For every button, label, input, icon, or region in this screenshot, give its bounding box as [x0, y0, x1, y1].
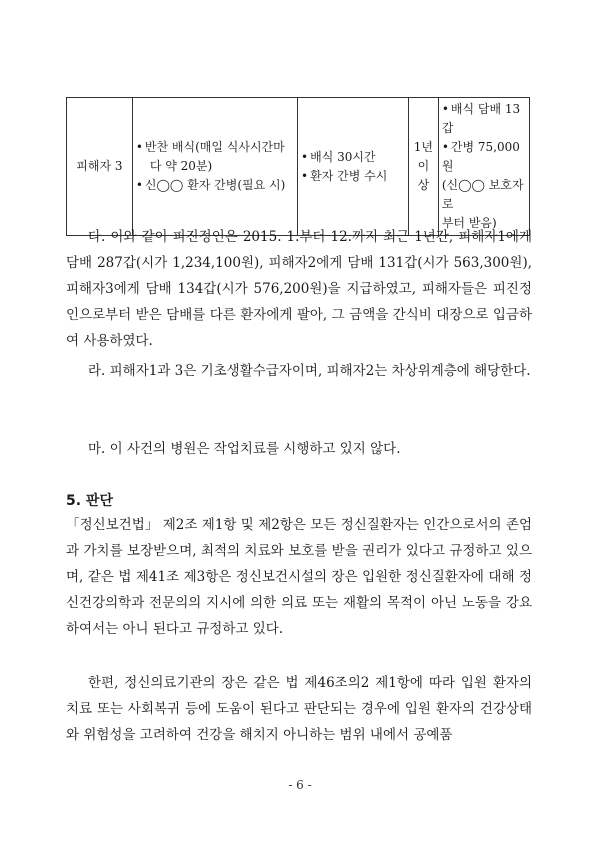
hours-item: • 환자 간병 수시 [301, 167, 405, 186]
duration-cell [408, 98, 438, 236]
compensation-note: 부터 받음) [441, 216, 497, 230]
section-heading-judgment: 5. 판단 [66, 493, 113, 509]
work-description-cell [132, 98, 297, 236]
compensation-note: (신◯◯ 보호자로 [441, 178, 524, 211]
paragraph-da: 다. 이와 같이 피진정인은 2015. 1.부터 12.까지 최근 1년간, 피해자1에게 담배 287갑(시가 1,234,100원), 피해자2에게 담배 131갑(시가 563,300원), 피해자3에게 담배 134갑(시가 576,200원)을 지급하였고, 피해자들은 피진정인으로부터 받은 담배를 다른 환자에게 팔아, 그 금액을 간식비 대장으로 입금하여 사용하였다. [66, 229, 532, 349]
work-item-continued: 다 약 20분) [149, 159, 213, 173]
paragraph-judgment-2: 한편, 정신의료기관의 장은 같은 법 제46조의2 제1항에 따라 입원 환자의 치료 또는 사회복귀 등에 도움이 된다고 판단되는 경우에 입원 환자의 건강상태와 위험성을 고려하여 건강을 해치지 아니하는 범위 내에서 공예품 [66, 675, 532, 743]
duration-line: 1년 [413, 140, 433, 154]
victim-table-container [66, 97, 530, 236]
victim-work-table [66, 97, 530, 236]
compensation-item: • 배식 담배 13갑 [442, 100, 526, 138]
hours-item: • 배식 30시간 [301, 148, 405, 167]
paragraph-judgment-1: 「정신보건법」 제2조 제1항 및 제2항은 모든 정신질환자는 인간으로서의 존엄과 가치를 보장받으며, 최적의 치료와 보호를 받을 권리가 있다고 규정하고 있으며, 같은 법 제41조 제3항은 정신보건시설의 장은 입원한 정신질환자에 대해 정신건강의학과 전문의의 지시에 의한 의료 또는 재활의 목적이 아닌 노동을 강요하여서는 아니 된다고 규정하고 있다. [66, 517, 532, 637]
paragraph-ma: 마. 이 사건의 병원은 작업치료를 시행하고 있지 않다. [88, 441, 401, 457]
victim-name-cell: 피해자 3 [67, 98, 133, 236]
page-number: - 6 - [288, 778, 312, 792]
work-item: • 신◯◯ 환자 간병(필요 시) [136, 176, 294, 195]
table-row [67, 98, 530, 236]
work-item: • 반찬 배식(매일 식사시간마 [136, 138, 294, 157]
duration-line: 이상 [417, 159, 430, 192]
compensation-item: • 간병 75,000원 [442, 138, 526, 176]
compensation-cell [438, 98, 529, 236]
paragraph-ra: 라. 피해자1과 3은 기초생활수급자이며, 피해자2는 차상위계층에 해당한다. [88, 363, 531, 379]
work-hours-cell [298, 98, 409, 236]
